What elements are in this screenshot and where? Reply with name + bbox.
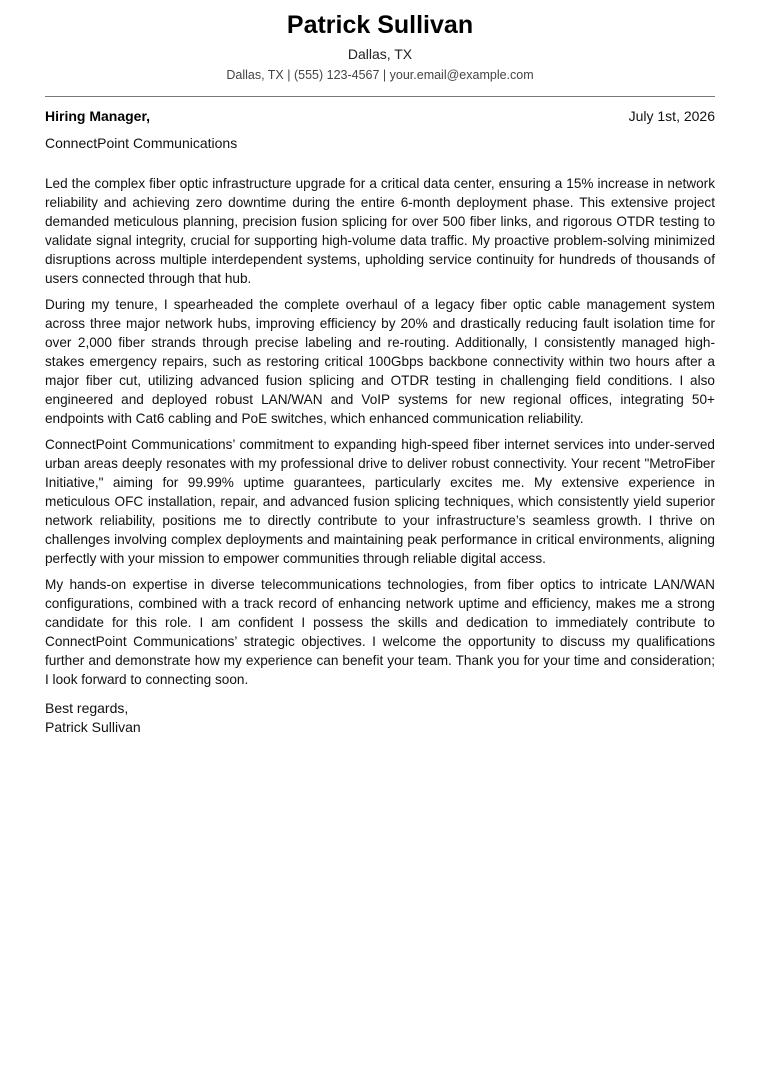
letter-body	[45, 174, 715, 689]
closing-signature: Patrick Sullivan	[45, 719, 141, 735]
header-divider	[45, 96, 715, 97]
recipient-company: ConnectPoint Communications	[45, 135, 238, 151]
cover-letter-page	[45, 0, 715, 737]
letter-date: July 1st, 2026	[628, 108, 715, 124]
letter-header	[45, 0, 715, 83]
recipient-greeting: Hiring Manager,	[45, 108, 151, 124]
body-paragraph: Led the complex fiber optic infrastructure upgrade for a critical data center, ensuring a 15% increase in network reliability and achieving zero downtime during the entire 6-month deployment phase. This extensive project demanded meticulous planning, precision fusion splicing for over 500 fiber links, and rigorous OTDR testing to validate signal integrity, crucial for supporting high-volume data traffic. My proactive problem-solving minimized disruptions across multiple interdependent systems, upholding service continuity for hundreds of thousands of users connected through that hub.	[45, 176, 715, 286]
closing-salutation: Best regards,	[45, 700, 129, 716]
recipient-date-row	[45, 107, 715, 125]
applicant-contact-line: Dallas, TX | (555) 123-4567 | your.email@example.com	[226, 68, 534, 82]
body-paragraph: During my tenure, I spearheaded the complete overhaul of a legacy fiber optic cable management system across three major network hubs, improving efficiency by 20% and drastically reducing fault isolation time for over 2,000 fiber strands through precise labeling and re-routing. Additionally, I consistently managed high-stakes emergency repairs, such as restoring critical 100Gbps backbone connectivity within two hours after a major fiber cut, utilizing advanced fusion splicing and OTDR testing in challenging field conditions. I also engineered and deployed robust LAN/WAN and VoIP systems for new regional offices, integrating 50+ endpoints with Cat6 cabling and PoE switches, which enhanced communication reliability.	[45, 297, 715, 426]
applicant-name: Patrick Sullivan	[286, 11, 474, 39]
letter-closing	[45, 699, 715, 737]
body-paragraph: My hands-on expertise in diverse telecommunications technologies, from fiber optics to intricate LAN/WAN configurations, combined with a track record of enhancing network uptime and efficiency, makes me a strong candidate for this role. I am confident I possess the skills and dedication to immediately contribute to ConnectPoint Communications’ strategic objectives. I welcome the opportunity to discuss my qualifications further and demonstrate how my experience can benefit your team. Thank you for your time and consideration; I look forward to connecting soon.	[45, 577, 715, 687]
body-paragraph: ConnectPoint Communications’ commitment to expanding high-speed fiber internet services into under-served urban areas deeply resonates with my professional drive to deliver robust connectivity. Your recent "MetroFiber Initiative," aiming for 99.99% uptime guarantees, particularly excites me. My extensive experience in meticulous OFC installation, repair, and advanced fusion splicing techniques, which consistently yield superior network reliability, positions me to directly contribute to your infrastructure’s seamless growth. I thrive on challenges involving complex deployments and maintaining peak performance in critical environments, aligning perfectly with your mission to empower communities through reliable digital access.	[45, 437, 715, 566]
applicant-city: Dallas, TX	[347, 46, 413, 62]
